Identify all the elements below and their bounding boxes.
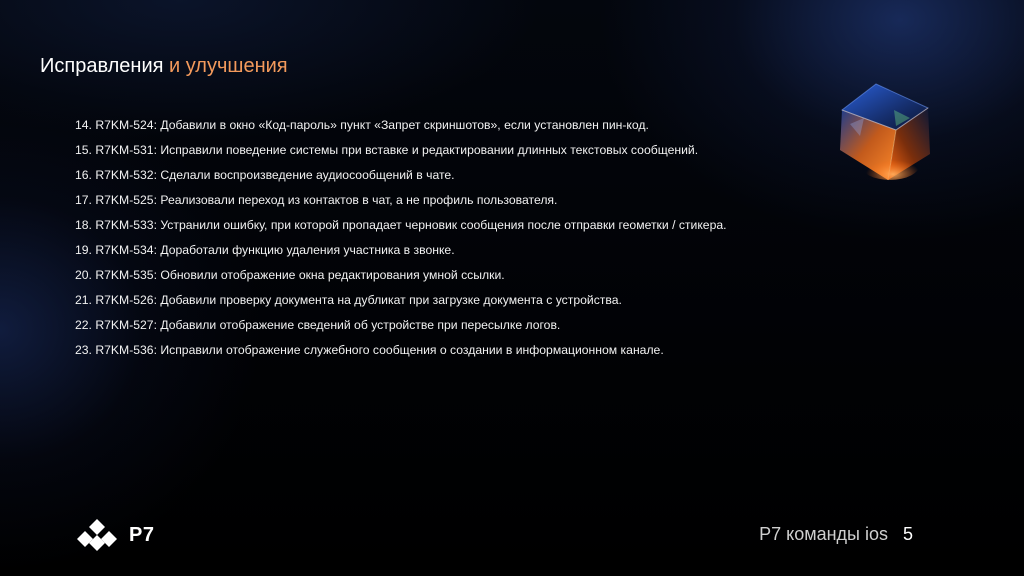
company-logo (73, 517, 154, 553)
list-item: 23. R7KM-536: Исправили отображение служебного сообщения о создании в информационном канале. (75, 343, 664, 357)
slide-title-main: Исправления (40, 55, 170, 77)
slide-title (40, 54, 288, 78)
list-item: 20. R7KM-535: Обновили отображение окна редактирования умной ссылки. (75, 268, 505, 282)
list-item: 16. R7KM-532: Сделали воспроизведение аудиосообщений в чате. (75, 168, 455, 182)
list-item: 15. R7KM-531: Исправили поведение системы при вставке и редактировании длинных текстовых сообщений. (75, 143, 699, 157)
list-item: 17. R7KM-525: Реализовали переход из контактов в чат, а не профиль пользователя. (75, 193, 558, 207)
list-item: 21. R7KM-526: Добавили проверку документа на дубликат при загрузке документа с устройства. (75, 293, 622, 307)
list-item: 22. R7KM-527: Добавили отображение сведений об устройстве при пересылке логов. (75, 318, 561, 332)
page-number: 5 (903, 524, 914, 544)
changes-list (75, 113, 727, 363)
list-item: 18. R7KM-533: Устранили ошибку, при которой пропадает черновик сообщения после отправки геометки / стикера. (75, 218, 727, 232)
glass-cube-icon (836, 80, 934, 184)
logo-text: Р7 (129, 523, 155, 546)
footer-label: Р7 команды ios (759, 524, 888, 544)
list-item: 19. R7KM-534: Доработали функцию удаления участника в звонке. (75, 243, 455, 257)
slide-title-accent: и улучшения (169, 55, 288, 77)
r7-diamond-logo-icon (73, 517, 121, 553)
list-item: 14. R7KM-524: Добавили в окно «Код-пароль» пункт «Запрет скриншотов», если установлен пин-код. (75, 118, 649, 132)
